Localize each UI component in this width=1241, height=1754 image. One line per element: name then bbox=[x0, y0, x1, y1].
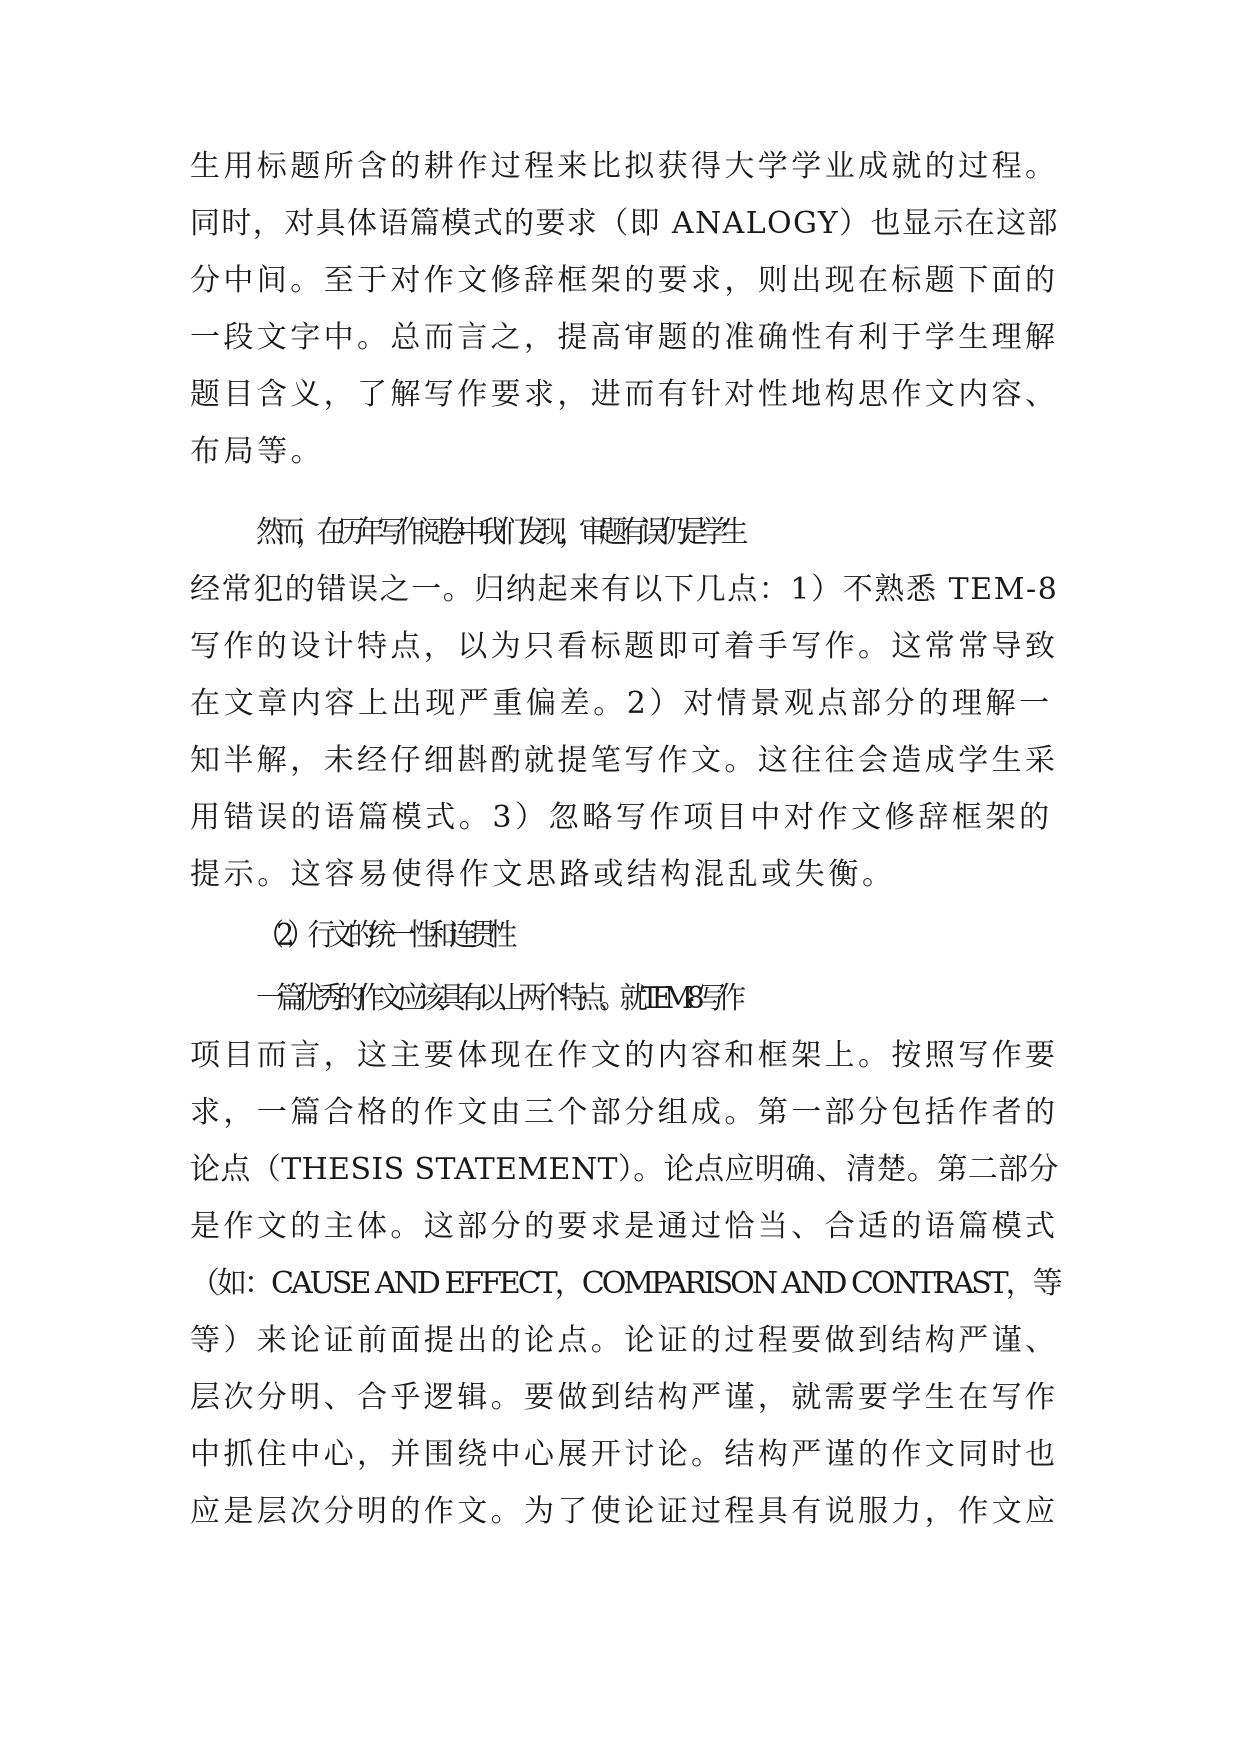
text-line: 等）来论证前面提出的论点。论证的过程要做到结构严谨、 bbox=[190, 1323, 1059, 1358]
paragraph-first-line: 然而，在历年写作阅卷中我们发现，审题有误仍是学生 bbox=[256, 515, 741, 550]
text-line: 同时，对具体语篇模式的要求（即 ANALOGY）也显示在这部 bbox=[190, 206, 1059, 241]
section-heading: （2.）行文的统一性和连贯性 bbox=[256, 918, 510, 953]
text-line: 用错误的语篇模式。3）忽略写作项目中对作文修辞框架的 bbox=[190, 800, 1053, 835]
text-line: 经常犯的错误之一。归纳起来有以下几点：1）不熟悉 TEM-8 bbox=[190, 572, 1059, 607]
text-line: 一段文字中。总而言之，提高审题的准确性有利于学生理解 bbox=[190, 320, 1059, 355]
text-line: 分中间。至于对作文修辞框架的要求，则出现在标题下面的 bbox=[190, 263, 1059, 298]
text-line: （如：CAUSE AND EFFECT，COMPARISON AND CONTRAST，等 bbox=[190, 1266, 1060, 1301]
text-line: 题目含义，了解写作要求，进而有针对性地构思作文内容、 bbox=[190, 377, 1059, 412]
text-line: 生用标题所含的耕作过程来比拟获得大学学业成就的过程。 bbox=[190, 149, 1059, 184]
text-line: 项目而言，这主要体现在作文的内容和框架上。按照写作要 bbox=[190, 1038, 1059, 1073]
text-line: 布局等。 bbox=[190, 434, 325, 469]
text-line: 中抓住中心，并围绕中心展开讨论。结构严谨的作文同时也 bbox=[190, 1437, 1059, 1472]
text-line: 层次分明、合乎逻辑。要做到结构严谨，就需要学生在写作 bbox=[190, 1380, 1059, 1415]
text-line: 应是层次分明的作文。为了使论证过程具有说服力，作文应 bbox=[190, 1494, 1059, 1529]
text-line: 是作文的主体。这部分的要求是通过恰当、合适的语篇模式 bbox=[190, 1209, 1059, 1244]
text-line: 知半解，未经仔细斟酌就提笔写作文。这往往会造成学生采 bbox=[190, 743, 1059, 778]
paragraph-first-line: 一篇优秀的作文应该具有以上两个特点。就 TEM-8 写作 bbox=[256, 981, 739, 1016]
text-line: 提示。这容易使得作文思路或结构混乱或失衡。 bbox=[190, 857, 896, 892]
text-line: 在文章内容上出现严重偏差。2）对情景观点部分的理解一 bbox=[190, 686, 1053, 721]
text-line: 求，一篇合格的作文由三个部分组成。第一部分包括作者的 bbox=[190, 1095, 1059, 1130]
text-line: 论点（THESIS STATEMENT）。论点应明确、清楚。第二部分 bbox=[190, 1152, 1059, 1187]
text-line: 写作的设计特点，以为只看标题即可着手写作。这常常导致 bbox=[190, 629, 1059, 664]
